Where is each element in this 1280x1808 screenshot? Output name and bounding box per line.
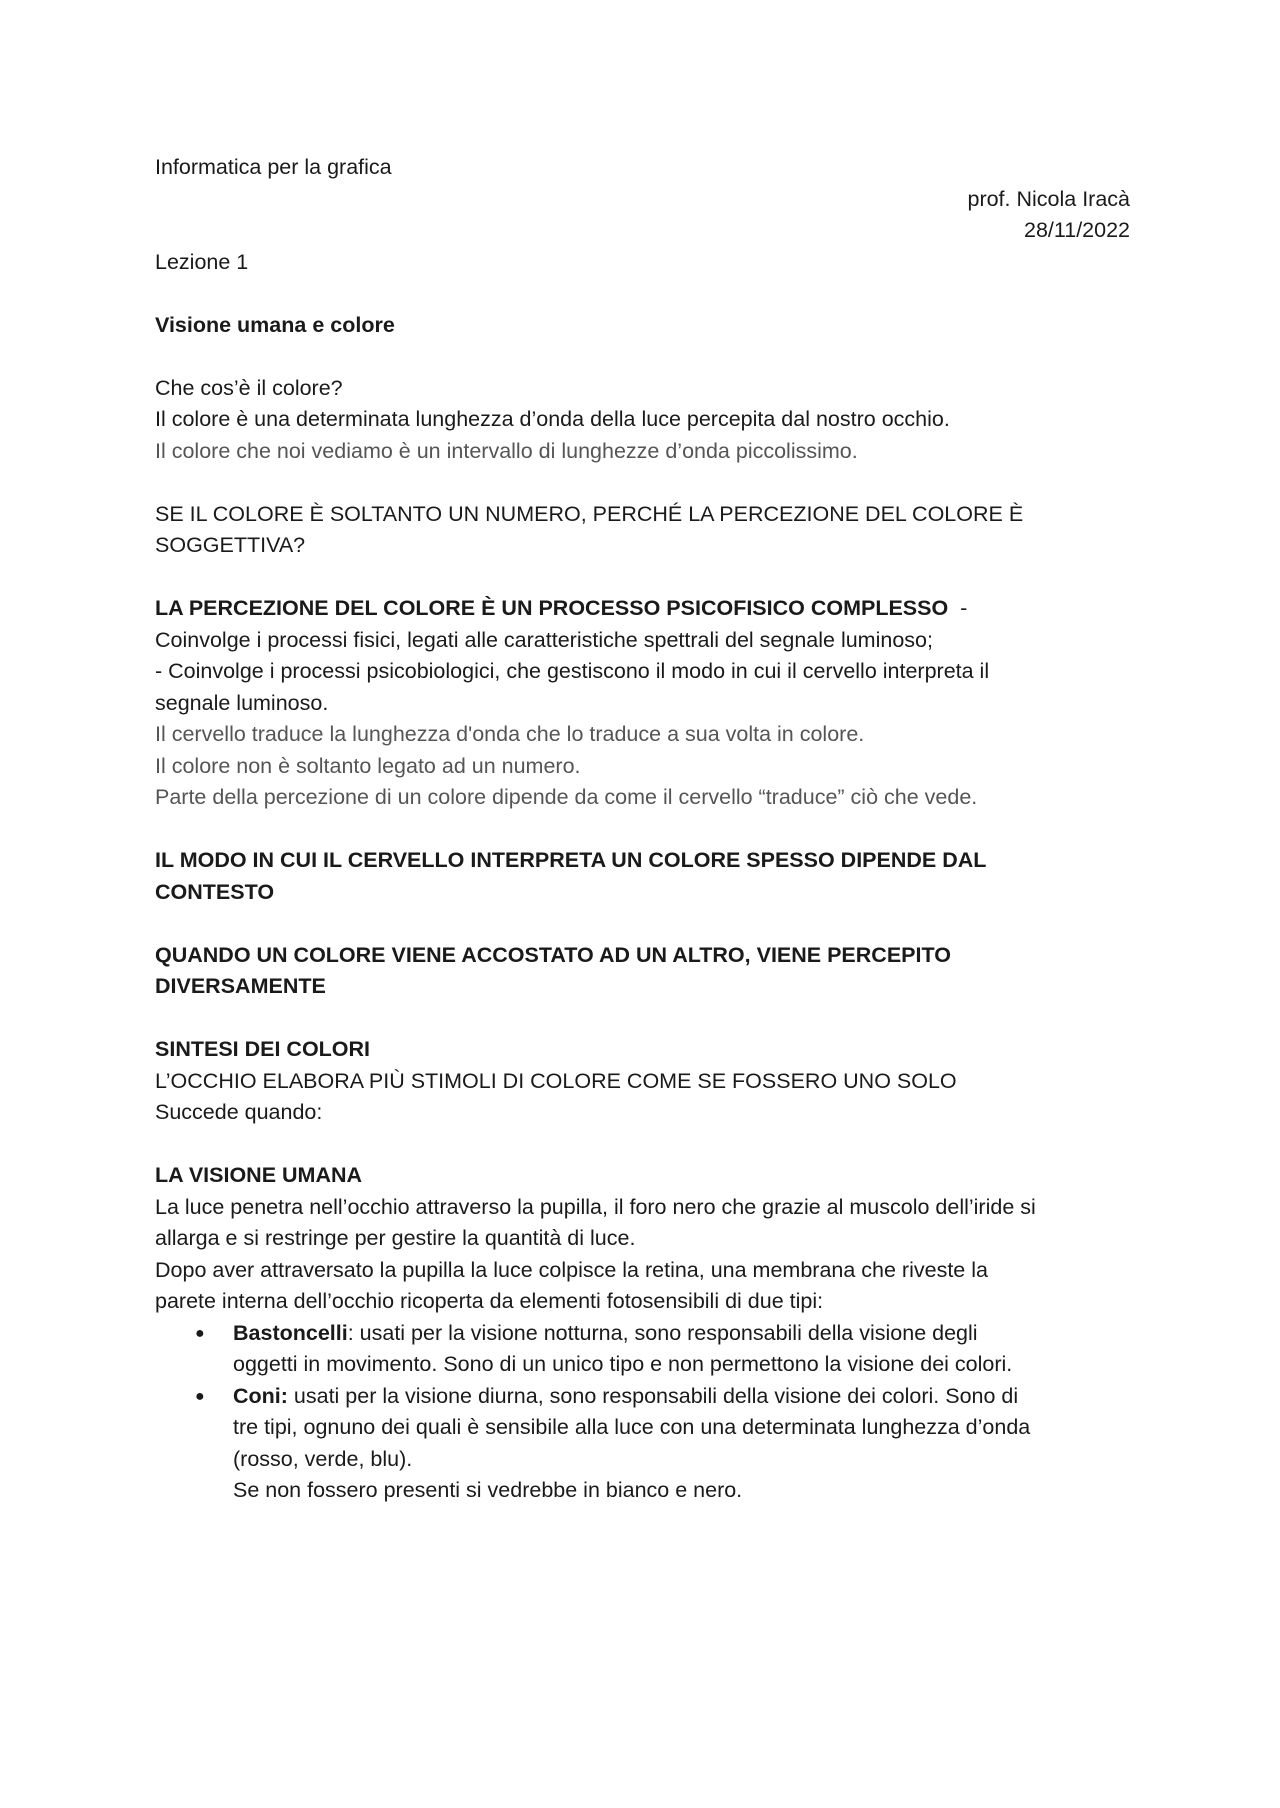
lesson-date: 28/11/2022 [1023, 218, 1130, 242]
section-title: Visione umana e colore [155, 312, 395, 337]
lesson-number: Lezione 1 [155, 249, 249, 274]
perception-note-1: Il cervello traduce la lunghezza d'onda che lo traduce a sua volta in colore. [155, 722, 865, 746]
question-line-2: SOGGETTIVA? [155, 533, 306, 557]
spacer [155, 1129, 1130, 1161]
intro-note: Il colore che noi vediamo è un intervallo di lunghezze d’onda piccolissimo. [155, 438, 858, 463]
perception-heading: LA PERCEZIONE DEL COLORE È UN PROCESSO PSICOFISICO COMPLESSO [155, 596, 949, 620]
juxtaposition-line-1: QUANDO UN COLORE VIENE ACCOSTATO AD UN ALTRO, VIENE PERCEPITO [155, 942, 951, 967]
list-item [155, 1318, 1130, 1381]
bullet-text: Se non fossero presenti si vedrebbe in bianco e nero. [233, 1478, 743, 1502]
juxtaposition-line-2: DIVERSAMENTE [155, 974, 326, 998]
professor-name: prof. Nicola Iracà [967, 186, 1130, 211]
synthesis-line-2: Succede quando: [155, 1100, 323, 1124]
bullet-text: tre tipi, ognuno dei quali è sensibile alla luce con una determinata lunghezza d’onda [233, 1415, 1031, 1439]
perception-heading-line [155, 593, 1130, 625]
intro-answer: Il colore è una determinata lunghezza d’onda della luce percepita dal nostro occhio. [155, 407, 950, 431]
vision-heading: LA VISIONE UMANA [155, 1163, 363, 1187]
spacer [155, 908, 1130, 940]
question-line-1: SE IL COLORE È SOLTANTO UN NUMERO, PERCHÉ LA PERCEZIONE DEL COLORE È [155, 501, 1024, 526]
bullet-list [155, 1318, 1130, 1507]
spacer [155, 814, 1130, 846]
context-line-1: IL MODO IN CUI IL CERVELLO INTERPRETA UN COLORE SPESSO DIPENDE DAL [155, 848, 987, 872]
spacer [155, 562, 1130, 594]
bullet-icon: ● [195, 1324, 205, 1342]
synthesis-heading: SINTESI DEI COLORI [155, 1037, 371, 1061]
document-page [155, 152, 1130, 1507]
vision-p2-line-2: parete interna dell’occhio ricoperta da elementi fotosensibili di due tipi: [155, 1289, 824, 1313]
spacer [155, 467, 1130, 499]
synthesis-line-1: L’OCCHIO ELABORA PIÙ STIMOLI DI COLORE COME SE FOSSERO UNO SOLO [155, 1068, 957, 1093]
spacer [155, 341, 1130, 373]
context-line-2: CONTESTO [155, 879, 275, 904]
perception-note-3: Parte della percezione di un colore dipende da come il cervello “traduce” ciò che vede. [155, 785, 978, 809]
vision-p1-line-1: La luce penetra nell’occhio attraverso la pupilla, il foro nero che grazie al muscolo dell’iride si [155, 1194, 1036, 1219]
perception-heading-dash: - [948, 596, 968, 620]
course-title: Informatica per la grafica [155, 155, 392, 179]
vision-p1-line-2: allarga e si restringe per gestire la quantità di luce. [155, 1226, 636, 1250]
perception-line-2: - Coinvolge i processi psicobiologici, che gestiscono il modo in cui il cervello interpreta il [155, 659, 990, 683]
bullet-text: oggetti in movimento. Sono di un unico tipo e non permettono la visione dei colori. [233, 1352, 1013, 1376]
spacer [155, 1003, 1130, 1035]
bullet-text: (rosso, verde, blu). [233, 1446, 413, 1471]
perception-note-2: Il colore non è soltanto legato ad un numero. [155, 753, 581, 778]
list-item [155, 1381, 1130, 1507]
bullet-text: : usati per la visione notturna, sono responsabili della visione degli [347, 1320, 978, 1345]
vision-p2-line-1: Dopo aver attraversato la pupilla la luce colpisce la retina, una membrana che riveste la [155, 1257, 988, 1282]
bullet-icon: ● [195, 1387, 205, 1405]
bullet-term: Bastoncelli [233, 1320, 348, 1345]
spacer [155, 278, 1130, 310]
intro-question: Che cos’è il colore? [155, 375, 343, 400]
perception-line-3: segnale luminoso. [155, 690, 329, 715]
perception-line-1: Coinvolge i processi fisici, legati alle caratteristiche spettrali del segnale luminoso; [155, 627, 933, 652]
bullet-text: usati per la visione diurna, sono responsabili della visione dei colori. Sono di [287, 1383, 1019, 1408]
bullet-term: Coni: [233, 1383, 288, 1408]
